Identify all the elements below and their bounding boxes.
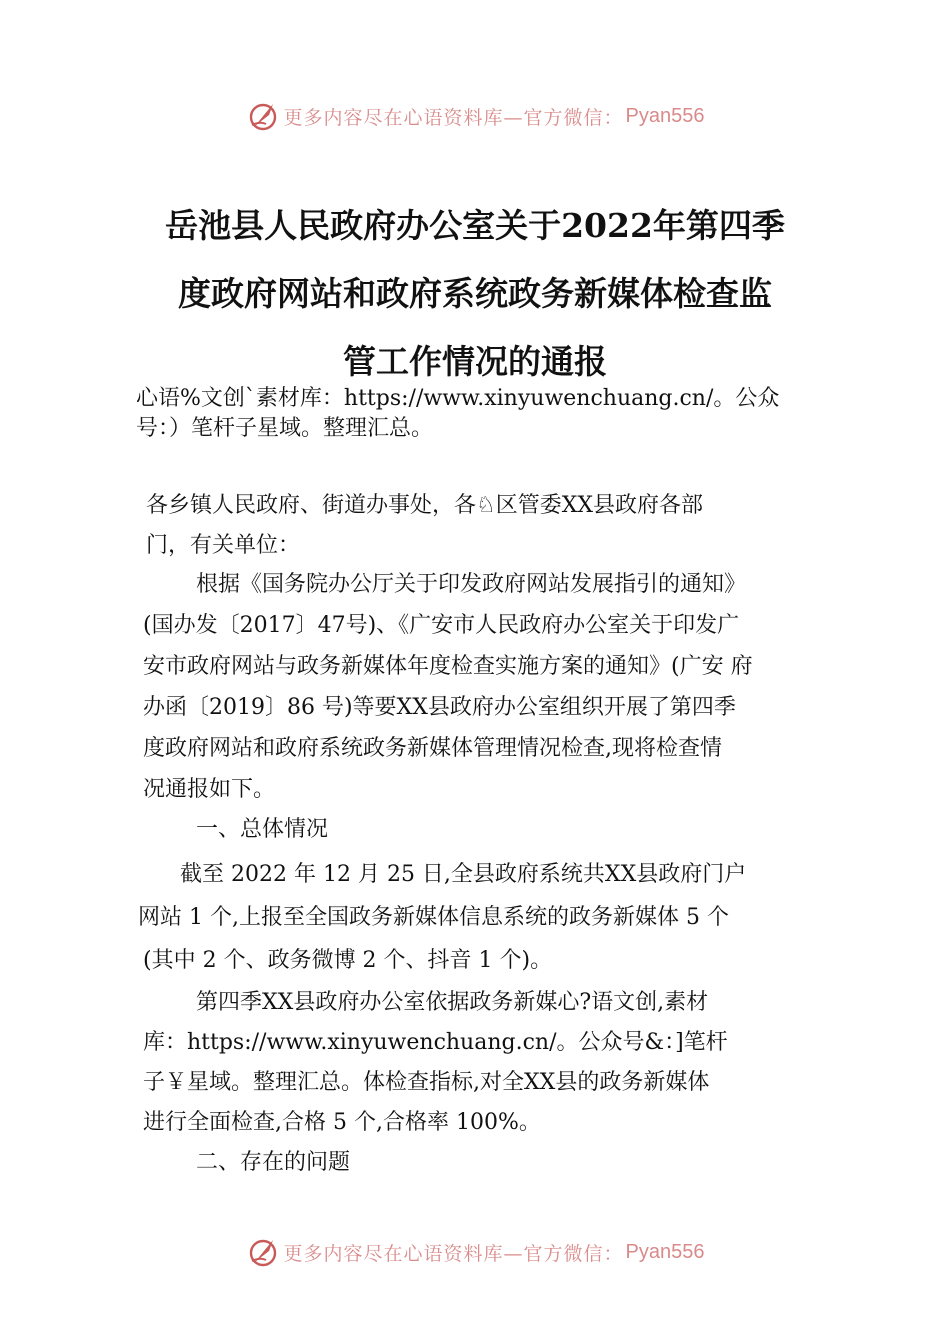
text-line: 安市政府网站与政务新媒体年度检查实施方案的通知》(广安 府 (143, 654, 753, 679)
note-line: 心语%文创`素材库：https://www.xinyuwenchuang.cn/。公众 (136, 386, 780, 411)
text-line: 根据《国务院办公厅关于印发政府网站发展指引的通知》 (196, 572, 747, 597)
statistics-paragraph (0, 853, 950, 982)
text-line: (国办发〔2017〕47号)、《广安市人民政府办公室关于印发广 (143, 613, 740, 638)
text-line: 办函〔2019〕86 号)等要XX县政府办公室组织开展了第四季 (143, 695, 736, 720)
quill-logo-icon (246, 99, 280, 133)
title-line: 度政府网站和政府系统政务新媒体检查监 (178, 274, 772, 313)
quill-logo-icon (246, 1235, 280, 1269)
footer-banner (0, 1232, 950, 1272)
section-heading-1 (0, 810, 950, 850)
section-heading-2 (0, 1143, 950, 1183)
banner-text: 更多内容尽在心语资料库—官方微信： (283, 1242, 624, 1265)
text-line: 门，有关单位： (146, 533, 301, 558)
heading-text: 二、存在的问题 (196, 1150, 351, 1175)
banner-text: 更多内容尽在心语资料库—官方微信： (283, 106, 624, 129)
inspection-paragraph (0, 983, 950, 1143)
basis-paragraph (0, 564, 950, 810)
text-line: (其中 2 个、政务微博 2 个、抖音 1 个)。 (143, 948, 553, 973)
document-title (120, 192, 830, 396)
text-line: 度政府网站和政府系统政务新媒体管理情况检查,现将检查情 (143, 736, 722, 761)
text-line: 库：https://www.xinyuwenchuang.cn/。公众号&：]笔杆 (143, 1030, 728, 1055)
source-note (136, 384, 836, 444)
banner-wechat-id: Pyan556 (625, 104, 705, 127)
note-line: 号：）笔杆子星域。整理汇总。 (136, 416, 434, 441)
text-line: 第四季XX县政府办公室依据政务新媒心?语文创,素材 (196, 990, 709, 1015)
text-line: 子￥星域。整理汇总。体检查指标,对全XX县的政务新媒体 (143, 1070, 710, 1095)
text-line: 况通报如下。 (143, 777, 276, 802)
title-line: 岳池县人民政府办公室关于2022年第四季 (165, 206, 785, 245)
text-line: 网站 1 个,上报至全国政务新媒体信息系统的政务新媒体 5 个 (138, 905, 729, 930)
header-banner (0, 96, 950, 136)
text-line: 进行全面检查,合格 5 个,合格率 100%。 (143, 1110, 541, 1135)
text-line: 截至 2022 年 12 月 25 日,全县政府系统共XX县政府门户 (180, 862, 747, 887)
banner-wechat-id: Pyan556 (625, 1240, 705, 1263)
heading-text: 一、总体情况 (196, 817, 329, 842)
text-line: 各乡镇人民政府、街道办事处，各♘区管委XX县政府各部 (146, 493, 704, 518)
salutation-paragraph (0, 486, 950, 566)
title-line: 管工作情况的通报 (343, 342, 607, 381)
